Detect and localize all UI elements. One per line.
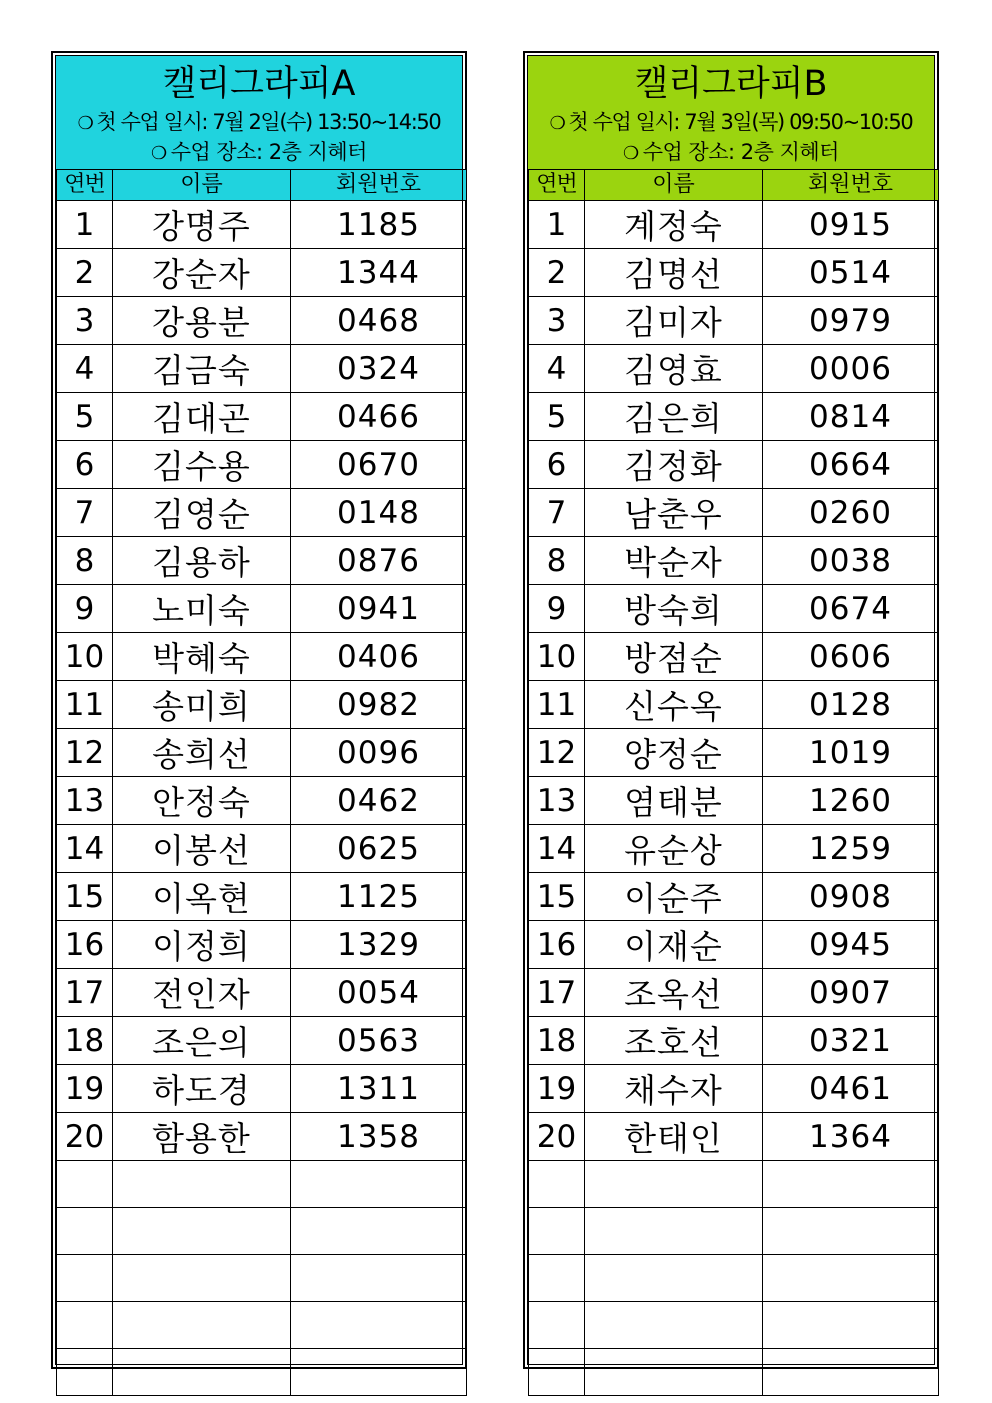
member-number-cell: 18 [529, 1017, 585, 1065]
member-name-cell: 김미자 [585, 297, 763, 345]
member-name-cell: 이봉선 [113, 825, 291, 873]
table-row [529, 825, 939, 873]
member-name-cell: 하도경 [113, 1065, 291, 1113]
table-row [57, 969, 467, 1017]
member-number-cell: 16 [529, 921, 585, 969]
member-name-cell: 조옥선 [585, 969, 763, 1017]
member-name-cell: 김명선 [585, 249, 763, 297]
class-b-schedule-text: 첫 수업 일시: 7월 3일(목) 09:50~10:50 [568, 110, 913, 134]
member-id-cell [763, 1349, 939, 1396]
table-row [529, 921, 939, 969]
table-row [57, 1302, 467, 1349]
member-id-cell: 1344 [291, 249, 467, 297]
member-name-cell: 양정순 [585, 729, 763, 777]
member-id-cell: 0006 [763, 345, 939, 393]
member-number-cell: 12 [57, 729, 113, 777]
member-number-cell: 1 [57, 201, 113, 249]
table-row [529, 1302, 939, 1349]
member-number-cell: 15 [529, 873, 585, 921]
member-id-cell: 0982 [291, 681, 467, 729]
member-name-cell [585, 1349, 763, 1396]
column-header-member-id: 회원번호 [763, 170, 939, 201]
member-number-cell [57, 1208, 113, 1255]
member-id-cell [763, 1302, 939, 1349]
member-name-cell: 김용하 [113, 537, 291, 585]
member-number-cell: 6 [57, 441, 113, 489]
member-name-cell: 김은희 [585, 393, 763, 441]
member-number-cell: 16 [57, 921, 113, 969]
table-row [529, 537, 939, 585]
member-id-cell [763, 1208, 939, 1255]
member-id-cell: 1358 [291, 1113, 467, 1161]
table-row [57, 297, 467, 345]
member-number-cell: 13 [57, 777, 113, 825]
member-name-cell: 강순자 [113, 249, 291, 297]
table-row [57, 1113, 467, 1161]
member-name-cell: 방숙희 [585, 585, 763, 633]
member-id-cell [291, 1302, 467, 1349]
member-id-cell: 0625 [291, 825, 467, 873]
table-row [57, 825, 467, 873]
table-row [57, 1017, 467, 1065]
table-row [529, 1255, 939, 1302]
member-name-cell [585, 1161, 763, 1208]
table-row [57, 393, 467, 441]
table-row [57, 1065, 467, 1113]
class-a-location [56, 138, 462, 166]
circle-bullet-icon: ❍ [151, 143, 167, 164]
member-name-cell: 이재순 [585, 921, 763, 969]
table-row [529, 969, 939, 1017]
member-number-cell: 11 [57, 681, 113, 729]
table-row [529, 1065, 939, 1113]
member-name-cell: 김영효 [585, 345, 763, 393]
table-header-row [57, 170, 467, 201]
member-number-cell: 15 [57, 873, 113, 921]
member-name-cell [585, 1255, 763, 1302]
member-id-cell: 0907 [763, 969, 939, 1017]
table-row [57, 921, 467, 969]
member-name-cell: 김영순 [113, 489, 291, 537]
member-name-cell: 이순주 [585, 873, 763, 921]
member-number-cell: 3 [57, 297, 113, 345]
member-id-cell: 1019 [763, 729, 939, 777]
member-id-cell: 1259 [763, 825, 939, 873]
table-row [529, 729, 939, 777]
member-id-cell: 0514 [763, 249, 939, 297]
table-row [57, 633, 467, 681]
member-number-cell: 20 [57, 1113, 113, 1161]
member-id-cell: 0038 [763, 537, 939, 585]
member-number-cell: 18 [57, 1017, 113, 1065]
member-number-cell: 4 [529, 345, 585, 393]
member-number-cell [529, 1208, 585, 1255]
member-id-cell [763, 1161, 939, 1208]
member-id-cell: 1311 [291, 1065, 467, 1113]
member-name-cell [113, 1161, 291, 1208]
member-number-cell [57, 1161, 113, 1208]
table-header-row [529, 170, 939, 201]
circle-bullet-icon: ❍ [77, 113, 93, 134]
member-number-cell: 14 [57, 825, 113, 873]
class-a-schedule-text: 첫 수업 일시: 7월 2일(수) 13:50~14:50 [96, 110, 441, 134]
class-a-roster-panel [51, 51, 467, 1369]
member-number-cell: 5 [529, 393, 585, 441]
member-name-cell: 김정화 [585, 441, 763, 489]
table-row [529, 297, 939, 345]
member-id-cell: 1329 [291, 921, 467, 969]
member-id-cell: 0941 [291, 585, 467, 633]
member-name-cell: 박혜숙 [113, 633, 291, 681]
column-header-name: 이름 [113, 170, 291, 201]
class-a-schedule [56, 108, 462, 136]
member-number-cell: 8 [529, 537, 585, 585]
member-number-cell: 10 [529, 633, 585, 681]
table-row [57, 777, 467, 825]
member-name-cell: 안정숙 [113, 777, 291, 825]
member-id-cell: 0674 [763, 585, 939, 633]
member-id-cell: 0461 [763, 1065, 939, 1113]
member-name-cell: 전인자 [113, 969, 291, 1017]
member-name-cell: 송희선 [113, 729, 291, 777]
class-a-location-text: 수업 장소: 2층 지혜터 [170, 140, 367, 164]
member-number-cell: 6 [529, 441, 585, 489]
member-number-cell: 9 [57, 585, 113, 633]
table-row [57, 1349, 467, 1396]
member-name-cell [585, 1208, 763, 1255]
class-b-location-text: 수업 장소: 2층 지혜터 [642, 140, 839, 164]
member-id-cell: 1260 [763, 777, 939, 825]
member-name-cell: 방점순 [585, 633, 763, 681]
class-a-header [56, 56, 462, 169]
table-row [57, 441, 467, 489]
table-row [529, 1161, 939, 1208]
member-name-cell: 계정숙 [585, 201, 763, 249]
column-header-number: 연번 [529, 170, 585, 201]
column-header-member-id: 회원번호 [291, 170, 467, 201]
member-name-cell: 염태분 [585, 777, 763, 825]
table-row [57, 201, 467, 249]
member-name-cell: 함용한 [113, 1113, 291, 1161]
member-id-cell: 0054 [291, 969, 467, 1017]
member-id-cell: 0321 [763, 1017, 939, 1065]
member-id-cell: 0876 [291, 537, 467, 585]
member-id-cell: 0128 [763, 681, 939, 729]
member-number-cell: 14 [529, 825, 585, 873]
member-id-cell: 0096 [291, 729, 467, 777]
member-number-cell: 5 [57, 393, 113, 441]
member-name-cell [113, 1208, 291, 1255]
member-name-cell: 김금숙 [113, 345, 291, 393]
member-id-cell [291, 1349, 467, 1396]
member-name-cell: 신수옥 [585, 681, 763, 729]
member-number-cell: 19 [57, 1065, 113, 1113]
table-row [529, 1208, 939, 1255]
member-name-cell: 한태인 [585, 1113, 763, 1161]
class-b-title: 캘리그라피B [634, 64, 828, 104]
member-id-cell [291, 1208, 467, 1255]
member-number-cell [529, 1255, 585, 1302]
member-number-cell: 2 [529, 249, 585, 297]
table-row [57, 681, 467, 729]
member-number-cell: 7 [529, 489, 585, 537]
circle-bullet-icon: ❍ [623, 143, 639, 164]
table-row [529, 441, 939, 489]
table-row [529, 489, 939, 537]
member-id-cell: 0814 [763, 393, 939, 441]
member-id-cell: 1125 [291, 873, 467, 921]
member-name-cell: 남춘우 [585, 489, 763, 537]
member-id-cell: 0466 [291, 393, 467, 441]
member-number-cell: 11 [529, 681, 585, 729]
member-id-cell: 0148 [291, 489, 467, 537]
member-name-cell: 조호선 [585, 1017, 763, 1065]
member-name-cell [113, 1255, 291, 1302]
member-id-cell: 0260 [763, 489, 939, 537]
table-row [57, 1255, 467, 1302]
member-number-cell: 7 [57, 489, 113, 537]
member-number-cell: 19 [529, 1065, 585, 1113]
member-id-cell: 0670 [291, 441, 467, 489]
table-row [57, 873, 467, 921]
class-a-title: 캘리그라피A [162, 64, 356, 104]
member-name-cell: 조은의 [113, 1017, 291, 1065]
member-number-cell [529, 1161, 585, 1208]
table-row [529, 249, 939, 297]
table-row [57, 249, 467, 297]
member-number-cell: 8 [57, 537, 113, 585]
member-number-cell: 17 [529, 969, 585, 1017]
member-name-cell: 노미숙 [113, 585, 291, 633]
table-row [57, 1208, 467, 1255]
table-row [529, 1017, 939, 1065]
member-number-cell: 12 [529, 729, 585, 777]
member-id-cell: 1185 [291, 201, 467, 249]
table-row [529, 201, 939, 249]
member-name-cell: 송미희 [113, 681, 291, 729]
class-b-header [528, 56, 934, 169]
table-row [529, 585, 939, 633]
class-b-schedule [528, 108, 934, 136]
member-id-cell [291, 1255, 467, 1302]
member-number-cell [529, 1302, 585, 1349]
member-id-cell: 0915 [763, 201, 939, 249]
member-id-cell: 0324 [291, 345, 467, 393]
circle-bullet-icon: ❍ [549, 113, 565, 134]
column-header-number: 연번 [57, 170, 113, 201]
member-id-cell: 1364 [763, 1113, 939, 1161]
member-number-cell: 17 [57, 969, 113, 1017]
table-row [529, 345, 939, 393]
member-name-cell: 강용분 [113, 297, 291, 345]
member-name-cell: 이정희 [113, 921, 291, 969]
member-id-cell: 0979 [763, 297, 939, 345]
member-id-cell: 0406 [291, 633, 467, 681]
member-number-cell: 4 [57, 345, 113, 393]
member-id-cell [763, 1255, 939, 1302]
member-number-cell [57, 1302, 113, 1349]
member-number-cell: 20 [529, 1113, 585, 1161]
table-row [57, 345, 467, 393]
member-name-cell: 이옥현 [113, 873, 291, 921]
member-name-cell: 김수용 [113, 441, 291, 489]
member-name-cell [113, 1302, 291, 1349]
member-name-cell: 김대곤 [113, 393, 291, 441]
member-number-cell [57, 1255, 113, 1302]
table-row [57, 489, 467, 537]
member-name-cell: 채수자 [585, 1065, 763, 1113]
table-row [529, 777, 939, 825]
table-row [57, 1161, 467, 1208]
class-a-roster-table [56, 169, 467, 1396]
class-b-location [528, 138, 934, 166]
column-header-name: 이름 [585, 170, 763, 201]
member-name-cell: 유순상 [585, 825, 763, 873]
member-number-cell: 2 [57, 249, 113, 297]
member-id-cell: 0664 [763, 441, 939, 489]
member-number-cell [57, 1349, 113, 1396]
member-number-cell: 3 [529, 297, 585, 345]
member-id-cell: 0462 [291, 777, 467, 825]
member-name-cell: 강명주 [113, 201, 291, 249]
member-name-cell [585, 1302, 763, 1349]
table-row [529, 633, 939, 681]
member-number-cell: 1 [529, 201, 585, 249]
member-id-cell: 0563 [291, 1017, 467, 1065]
member-id-cell: 0468 [291, 297, 467, 345]
member-number-cell: 10 [57, 633, 113, 681]
table-row [529, 1113, 939, 1161]
member-id-cell [291, 1161, 467, 1208]
member-name-cell: 박순자 [585, 537, 763, 585]
member-id-cell: 0945 [763, 921, 939, 969]
table-row [57, 537, 467, 585]
member-number-cell [529, 1349, 585, 1396]
table-row [57, 585, 467, 633]
member-id-cell: 0606 [763, 633, 939, 681]
class-b-roster-panel [523, 51, 939, 1369]
table-row [57, 729, 467, 777]
member-id-cell: 0908 [763, 873, 939, 921]
member-number-cell: 9 [529, 585, 585, 633]
member-name-cell [113, 1349, 291, 1396]
member-number-cell: 13 [529, 777, 585, 825]
table-row [529, 393, 939, 441]
table-row [529, 1349, 939, 1396]
table-row [529, 873, 939, 921]
table-row [529, 681, 939, 729]
class-b-roster-table [528, 169, 939, 1396]
